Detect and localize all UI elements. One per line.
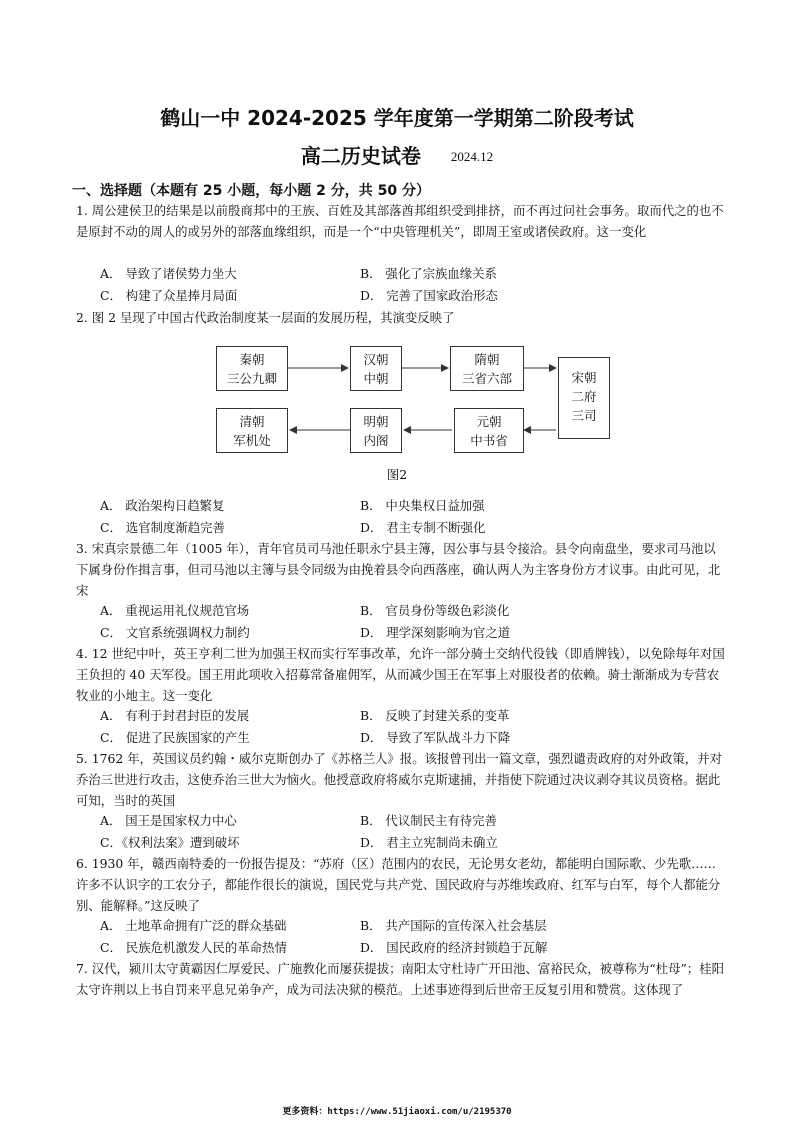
question-5-stem: 5. 1762 年，英国议员约翰・威尔克斯创办了《苏格兰人》报。该报曾刊出一篇文章，强烈谴责政府的对外政策，并对乔治三世进行攻击，这使乔治三世大为恼火。他授意政府将威尔克斯逮捕，并指使下院通过决议剥夺其议员资格。据此可知，当时的英国 xyxy=(76,751,722,808)
exam-subtitle-line xyxy=(0,140,794,169)
box-sui: 隋朝 三省六部 xyxy=(450,346,524,391)
question-2-option-c: C． 选官制度渐趋完善 xyxy=(100,520,225,535)
question-1-option-d: D． 完善了国家政治形态 xyxy=(360,288,498,303)
box-han: 汉朝 中朝 xyxy=(350,346,402,391)
question-1-stem: 1. 周公建侯卫的结果是以前殷商邦中的王族、百姓及其部落酋邦组织受到排挤，而不再过问社会事务。取而代之的也不是原封不动的周人的或另外的部落血缘组织，而是一个“中央管理机关”，即周王室或诸侯政府。这一变化 xyxy=(76,203,724,239)
question-4-option-a: A． 有利于封君封臣的发展 xyxy=(100,708,250,723)
exam-subtitle: 高二历史试卷 xyxy=(300,144,421,168)
question-5-option-c: C．《权利法案》遭到破坏 xyxy=(100,835,240,850)
question-6-option-a: A． 土地革命拥有广泛的群众基础 xyxy=(100,918,287,933)
question-2-stem: 2. 图 2 呈现了中国古代政治制度某一层面的发展历程，其演变反映了 xyxy=(76,310,455,325)
question-4-stem: 4. 12 世纪中叶，英王亨利二世为加强王权而实行军事改革，允许一部分骑士交纳代役钱（即盾牌钱），以免除每年对国王负担的 40 天军役。国王用此项收入招募常备雇佣军，从而减少国王在军事上对服役者的依赖。骑士渐渐成为专营农牧业的小地主。这一变化 xyxy=(76,646,725,703)
box-ming: 明朝 内阁 xyxy=(350,408,402,453)
question-1-option-b: B． 强化了宗族血缘关系 xyxy=(360,266,497,281)
figure-caption: 图2 xyxy=(386,467,408,482)
question-1-option-c: C． 构建了众星捧月局面 xyxy=(100,288,238,303)
box-yuan: 元朝 中书省 xyxy=(454,408,524,453)
section-heading: 一、选择题（本题有 25 小题，每小题 2 分，共 50 分） xyxy=(72,183,430,199)
question-2-option-d: D． 君主专制不断强化 xyxy=(360,520,486,535)
question-3-option-b: B． 官员身份等级色彩淡化 xyxy=(360,603,510,618)
question-7-stem: 7. 汉代，颍川太守黄霸因仁厚爱民、广施教化而屡获提拔；南阳太守杜诗广开田池、富裕民众，被尊称为“杜母”；桂阳太守许荆以上书自罚来平息兄弟争产，成为司法决狱的模范。上述事迹得到后世帝王反复引用和赞赏。这体现了 xyxy=(76,961,724,997)
question-2-option-b: B． 中央集权日益加强 xyxy=(360,498,485,513)
question-6-option-d: D． 国民政府的经济封锁趋于瓦解 xyxy=(360,940,548,955)
question-1-option-a: A． 导致了诸侯势力坐大 xyxy=(100,266,237,281)
box-qing: 清朝 军机处 xyxy=(216,408,288,453)
question-3-stem: 3. 宋真宗景德二年（1005 年），青年官员司马池任职永宁县主簿，因公事与县令接洽。县令向南盘坐，要求司马池以下属身份作揖言事，但司马池以主簿与县令同级为由挽着县令向西落座，确认两人为主客身份方才议事。由此可见，北宋 xyxy=(76,541,721,598)
question-2-option-a: A． 政治架构日趋繁复 xyxy=(100,498,225,513)
question-5-option-d: D． 君主立宪制尚未确立 xyxy=(360,835,498,850)
question-4-option-d: D． 导致了军队战斗力下降 xyxy=(360,730,511,745)
question-3-option-d: D． 理学深刻影响为官之道 xyxy=(360,625,511,640)
exam-title: 鹤山一中 2024-2025 学年度第一学期第二阶段考试 xyxy=(160,106,634,130)
question-6-option-b: B． 共产国际的宣传深入社会基层 xyxy=(360,918,547,933)
box-song: 宋朝 二府 三司 xyxy=(558,357,610,439)
footer-link[interactable]: 更多资料：https://www.51jiaoxi.com/u/2195370 xyxy=(282,1107,512,1117)
question-6-option-c: C． 民族危机激发人民的革命热情 xyxy=(100,940,287,955)
question-3-option-a: A． 重视运用礼仪规范官场 xyxy=(100,603,250,618)
exam-date: 2024.12 xyxy=(450,149,494,164)
question-5-option-a: A． 国王是国家权力中心 xyxy=(100,813,237,828)
question-6-stem: 6. 1930 年，赣西南特委的一份报告提及：“苏府（区）范围内的农民，无论男女老幼，都能明白国际歌、少先歌……许多不认识字的工农分子，都能作很长的演说，国民党与共产党、国民政府与苏维埃政府、红军与白军，每个人都能分别、能解释。”这反映了 xyxy=(76,856,721,913)
question-4-option-b: B． 反映了封建关系的变革 xyxy=(360,708,510,723)
question-4-option-c: C． 促进了民族国家的产生 xyxy=(100,730,250,745)
figure-2-diagram xyxy=(212,340,612,458)
question-5-option-b: B． 代议制民主有待完善 xyxy=(360,813,497,828)
question-3-option-c: C． 文官系统强调权力制约 xyxy=(100,625,250,640)
box-qin: 秦朝 三公九卿 xyxy=(216,346,288,391)
